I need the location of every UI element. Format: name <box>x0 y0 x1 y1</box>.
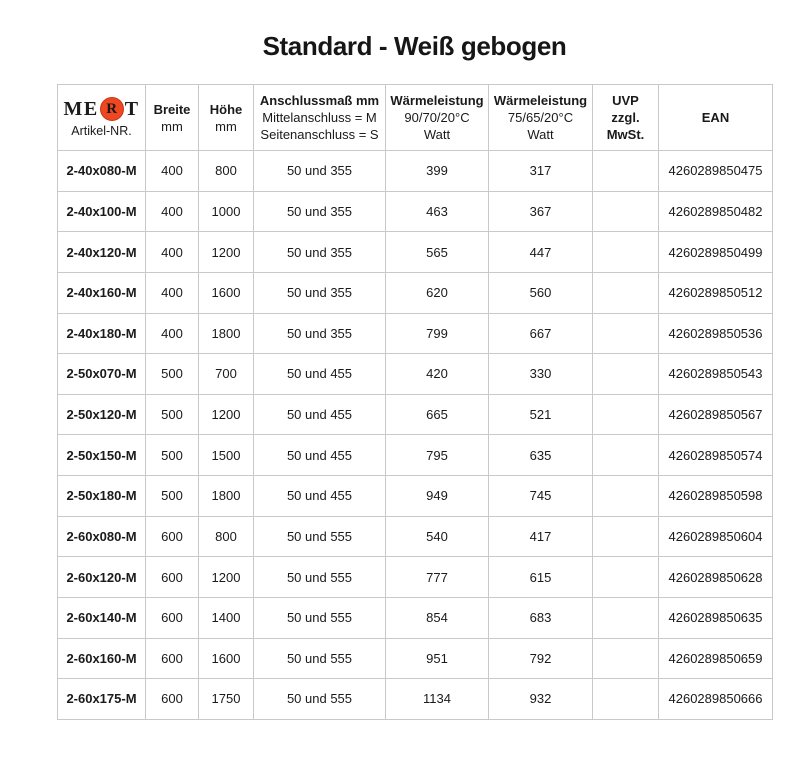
cell-uvp <box>593 313 659 354</box>
cell-ean: 4260289850512 <box>659 272 773 313</box>
table-row <box>58 232 773 273</box>
cell-hoehe: 800 <box>199 151 254 192</box>
table-header <box>58 85 773 151</box>
cell-ean: 4260289850499 <box>659 232 773 273</box>
header-row <box>58 85 773 151</box>
cell-breite: 400 <box>146 232 199 273</box>
cell-artikel-nr: 2-50x180-M <box>58 476 146 517</box>
cell-breite: 400 <box>146 313 199 354</box>
cell-waermeleistung-75: 317 <box>489 151 593 192</box>
page-title: Standard - Weiß gebogen <box>262 31 567 61</box>
cell-uvp <box>593 272 659 313</box>
cell-waermeleistung-75: 932 <box>489 679 593 720</box>
cell-hoehe: 1750 <box>199 679 254 720</box>
cell-waermeleistung-90: 620 <box>386 272 489 313</box>
cell-waermeleistung-75: 521 <box>489 394 593 435</box>
cell-artikel-nr: 2-60x175-M <box>58 679 146 720</box>
cell-ean: 4260289850635 <box>659 597 773 638</box>
cell-hoehe: 1000 <box>199 191 254 232</box>
table-row <box>58 516 773 557</box>
cell-hoehe: 1600 <box>199 272 254 313</box>
cell-breite: 500 <box>146 394 199 435</box>
product-spec-table <box>57 84 773 720</box>
cell-waermeleistung-75: 635 <box>489 435 593 476</box>
cell-ean: 4260289850604 <box>659 516 773 557</box>
cell-breite: 500 <box>146 435 199 476</box>
cell-ean: 4260289850628 <box>659 557 773 598</box>
cell-breite: 600 <box>146 638 199 679</box>
cell-hoehe: 1200 <box>199 557 254 598</box>
cell-waermeleistung-75: 367 <box>489 191 593 232</box>
cell-anschlussmass: 50 und 555 <box>254 516 386 557</box>
cell-waermeleistung-75: 745 <box>489 476 593 517</box>
cell-anschlussmass: 50 und 455 <box>254 476 386 517</box>
table-row <box>58 151 773 192</box>
cell-hoehe: 1200 <box>199 394 254 435</box>
cell-ean: 4260289850659 <box>659 638 773 679</box>
cell-ean: 4260289850598 <box>659 476 773 517</box>
cell-artikel-nr: 2-40x100-M <box>58 191 146 232</box>
cell-uvp <box>593 638 659 679</box>
cell-breite: 600 <box>146 516 199 557</box>
cell-anschlussmass: 50 und 355 <box>254 272 386 313</box>
header-uvp: UVP zzgl. MwSt. <box>593 85 659 151</box>
cell-hoehe: 1800 <box>199 313 254 354</box>
cell-anschlussmass: 50 und 455 <box>254 394 386 435</box>
table-row <box>58 272 773 313</box>
cell-waermeleistung-90: 795 <box>386 435 489 476</box>
cell-ean: 4260289850666 <box>659 679 773 720</box>
mert-logo <box>58 97 145 121</box>
cell-ean: 4260289850482 <box>659 191 773 232</box>
cell-waermeleistung-90: 951 <box>386 638 489 679</box>
cell-waermeleistung-90: 540 <box>386 516 489 557</box>
logo-circle-icon <box>100 97 124 121</box>
cell-ean: 4260289850574 <box>659 435 773 476</box>
cell-artikel-nr: 2-40x160-M <box>58 272 146 313</box>
cell-anschlussmass: 50 und 555 <box>254 638 386 679</box>
cell-hoehe: 1800 <box>199 476 254 517</box>
table-row <box>58 313 773 354</box>
cell-breite: 400 <box>146 151 199 192</box>
cell-waermeleistung-90: 463 <box>386 191 489 232</box>
cell-anschlussmass: 50 und 555 <box>254 679 386 720</box>
cell-waermeleistung-90: 854 <box>386 597 489 638</box>
cell-artikel-nr: 2-60x140-M <box>58 597 146 638</box>
cell-waermeleistung-90: 1134 <box>386 679 489 720</box>
cell-waermeleistung-90: 949 <box>386 476 489 517</box>
table-row <box>58 557 773 598</box>
header-breite: Breite mm <box>146 85 199 151</box>
header-waermeleistung-75: Wärmeleistung 75/65/20°C Watt <box>489 85 593 151</box>
cell-waermeleistung-90: 665 <box>386 394 489 435</box>
cell-anschlussmass: 50 und 355 <box>254 191 386 232</box>
cell-anschlussmass: 50 und 355 <box>254 151 386 192</box>
cell-artikel-nr: 2-60x080-M <box>58 516 146 557</box>
cell-uvp <box>593 516 659 557</box>
cell-breite: 600 <box>146 679 199 720</box>
cell-waermeleistung-75: 667 <box>489 313 593 354</box>
cell-anschlussmass: 50 und 555 <box>254 597 386 638</box>
cell-uvp <box>593 232 659 273</box>
cell-uvp <box>593 354 659 395</box>
cell-breite: 500 <box>146 476 199 517</box>
cell-hoehe: 700 <box>199 354 254 395</box>
header-waermeleistung-90: Wärmeleistung 90/70/20°C Watt <box>386 85 489 151</box>
cell-artikel-nr: 2-40x120-M <box>58 232 146 273</box>
logo-letters-post: T <box>124 97 140 120</box>
cell-waermeleistung-75: 330 <box>489 354 593 395</box>
cell-uvp <box>593 597 659 638</box>
cell-ean: 4260289850536 <box>659 313 773 354</box>
cell-waermeleistung-75: 417 <box>489 516 593 557</box>
cell-artikel-nr: 2-50x070-M <box>58 354 146 395</box>
cell-breite: 600 <box>146 557 199 598</box>
cell-anschlussmass: 50 und 355 <box>254 313 386 354</box>
cell-waermeleistung-75: 447 <box>489 232 593 273</box>
header-artikel-nr <box>58 85 146 151</box>
cell-anschlussmass: 50 und 555 <box>254 557 386 598</box>
table-row <box>58 638 773 679</box>
table-row <box>58 597 773 638</box>
logo-letters-pre: ME <box>63 97 99 120</box>
cell-hoehe: 1600 <box>199 638 254 679</box>
cell-waermeleistung-75: 560 <box>489 272 593 313</box>
cell-artikel-nr: 2-60x160-M <box>58 638 146 679</box>
cell-waermeleistung-90: 399 <box>386 151 489 192</box>
table-row <box>58 354 773 395</box>
cell-artikel-nr: 2-50x150-M <box>58 435 146 476</box>
table-row <box>58 394 773 435</box>
header-anschlussmass: Anschlussmaß mm Mittelanschluss = M Seitenanschluss = S <box>254 85 386 151</box>
cell-anschlussmass: 50 und 355 <box>254 232 386 273</box>
cell-uvp <box>593 679 659 720</box>
cell-uvp <box>593 476 659 517</box>
cell-artikel-nr: 2-50x120-M <box>58 394 146 435</box>
cell-uvp <box>593 394 659 435</box>
table-row <box>58 435 773 476</box>
header-ean: EAN <box>659 85 773 151</box>
table-body <box>58 151 773 720</box>
table-row <box>58 191 773 232</box>
cell-ean: 4260289850543 <box>659 354 773 395</box>
cell-waermeleistung-75: 792 <box>489 638 593 679</box>
cell-artikel-nr: 2-40x180-M <box>58 313 146 354</box>
cell-waermeleistung-90: 420 <box>386 354 489 395</box>
cell-breite: 500 <box>146 354 199 395</box>
cell-waermeleistung-75: 615 <box>489 557 593 598</box>
cell-artikel-nr: 2-60x120-M <box>58 557 146 598</box>
cell-waermeleistung-90: 565 <box>386 232 489 273</box>
cell-waermeleistung-90: 799 <box>386 313 489 354</box>
cell-hoehe: 1500 <box>199 435 254 476</box>
cell-hoehe: 1200 <box>199 232 254 273</box>
cell-uvp <box>593 557 659 598</box>
cell-uvp <box>593 191 659 232</box>
cell-hoehe: 800 <box>199 516 254 557</box>
cell-ean: 4260289850567 <box>659 394 773 435</box>
cell-waermeleistung-75: 683 <box>489 597 593 638</box>
header-hoehe: Höhe mm <box>199 85 254 151</box>
cell-breite: 400 <box>146 191 199 232</box>
logo-circle-letter: R <box>106 100 118 117</box>
cell-anschlussmass: 50 und 455 <box>254 354 386 395</box>
cell-anschlussmass: 50 und 455 <box>254 435 386 476</box>
cell-ean: 4260289850475 <box>659 151 773 192</box>
cell-breite: 400 <box>146 272 199 313</box>
cell-artikel-nr: 2-40x080-M <box>58 151 146 192</box>
table-row <box>58 679 773 720</box>
cell-uvp <box>593 435 659 476</box>
cell-breite: 600 <box>146 597 199 638</box>
cell-hoehe: 1400 <box>199 597 254 638</box>
table-row <box>58 476 773 517</box>
cell-uvp <box>593 151 659 192</box>
artikel-nr-label: Artikel-NR. <box>71 124 132 138</box>
cell-waermeleistung-90: 777 <box>386 557 489 598</box>
